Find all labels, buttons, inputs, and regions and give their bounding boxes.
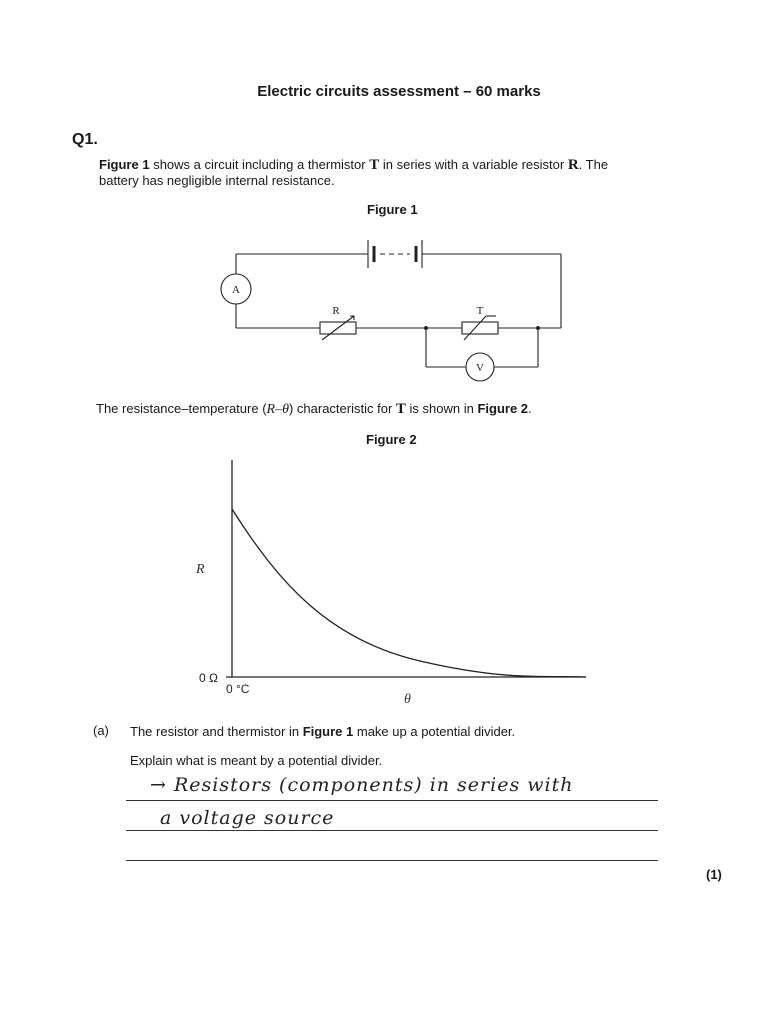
- answer-line[interactable]: [126, 830, 658, 831]
- marks-label: (1): [706, 867, 722, 882]
- thermistor-icon: [462, 316, 498, 340]
- answer-line[interactable]: [126, 800, 658, 801]
- char-text-2: ) characteristic for: [288, 401, 396, 416]
- figure-2-graph: [190, 455, 590, 715]
- figure-1-circuit: [210, 236, 580, 386]
- part-a-text-1: The resistor and thermistor in: [130, 724, 303, 739]
- intro-text-2: in series with a variable resistor: [379, 157, 568, 172]
- intro-text-3: . The: [578, 157, 609, 172]
- intro-line-2: battery has negligible internal resistance.: [99, 173, 335, 188]
- part-a-line-1: [130, 724, 690, 740]
- handwritten-answer-line-1: → Resistors (components) in series with: [150, 774, 574, 796]
- ammeter-label: A: [232, 284, 240, 296]
- part-a-letter: (a): [93, 723, 109, 738]
- char-text-1: The resistance–temperature (: [96, 401, 267, 416]
- page-title: Electric circuits assessment – 60 marks: [257, 83, 541, 100]
- char-thermistor-symbol: T: [395, 401, 406, 417]
- resistance-curve: [232, 509, 586, 677]
- origin-y-label: 0 Ω: [199, 671, 218, 685]
- figure-1-label: Figure 1: [367, 202, 418, 217]
- intro-thermistor-symbol: T: [369, 157, 380, 173]
- intro-resistor-symbol: R: [567, 157, 579, 173]
- question-number: Q1.: [72, 131, 98, 148]
- characteristic-sentence: [96, 401, 696, 418]
- origin-x-label: 0 °C: [226, 682, 250, 696]
- answer-line[interactable]: [126, 860, 658, 861]
- char-symbols: R–θ: [266, 402, 289, 417]
- x-axis-label: θ: [404, 692, 411, 707]
- question-intro: [99, 157, 669, 189]
- figure-2-label: Figure 2: [366, 432, 417, 447]
- char-text-3: is shown in: [405, 401, 478, 416]
- part-a-prompt: Explain what is meant by a potential divider.: [130, 753, 383, 768]
- voltmeter-label: V: [476, 362, 484, 374]
- intro-line-1: [99, 157, 669, 173]
- resistor-label: R: [332, 305, 340, 317]
- part-a-figure-ref: Figure 1: [302, 724, 354, 739]
- variable-resistor-icon: [320, 316, 356, 340]
- thermistor-label: T: [476, 305, 484, 317]
- battery-icon: [368, 240, 422, 268]
- char-figure-ref: Figure 2: [477, 401, 529, 416]
- part-a-text-2: make up a potential divider.: [353, 724, 516, 739]
- y-axis-label: R: [196, 562, 205, 577]
- handwritten-answer-line-2: a voltage source: [160, 807, 335, 829]
- char-text-4: .: [528, 401, 532, 416]
- intro-figure-ref: Figure 1: [99, 157, 150, 172]
- intro-text-1: shows a circuit including a thermistor: [149, 157, 370, 172]
